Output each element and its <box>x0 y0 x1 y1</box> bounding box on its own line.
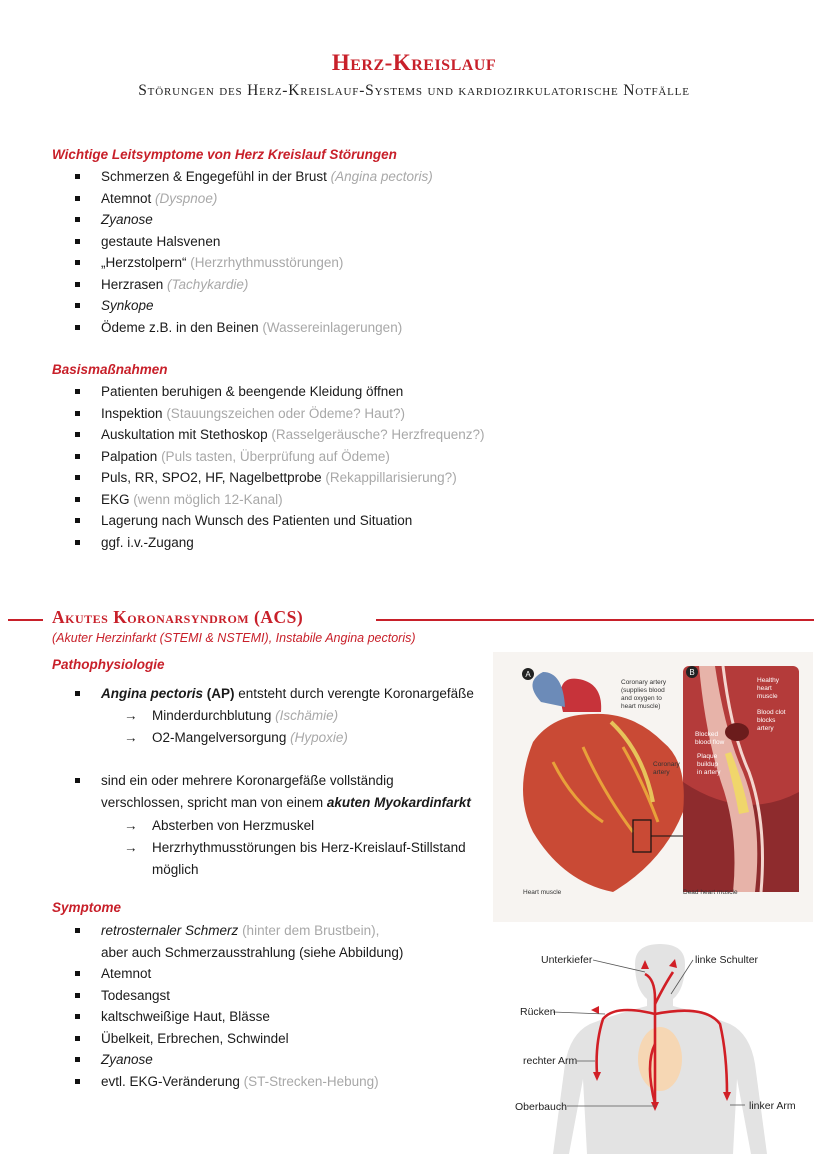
arrow-icon: → <box>124 708 138 723</box>
symptom-item-1: retrosternaler Schmerz (hinter dem Brustbein), aber auch Schmerzausstrahlung (siehe Abbildung) <box>72 920 403 964</box>
svg-text:linker Arm: linker Arm <box>749 1100 796 1112</box>
list-item: Synkope <box>72 295 433 317</box>
list-item: → O2-Mangelversorgung (Hypoxie) <box>124 727 348 749</box>
list-item: „Herzstolpern“ (Herzrhythmusstörungen) <box>72 252 433 274</box>
section-divider-right <box>376 619 814 621</box>
list-item: Ödeme z.B. in den Beinen (Wassereinlagerungen) <box>72 317 433 339</box>
svg-text:linke Schulter: linke Schulter <box>695 954 759 966</box>
list-item: EKG (wenn möglich 12-Kanal) <box>72 489 484 511</box>
pain-radiation-illustration <box>505 944 815 1154</box>
svg-text:Coronary artery (supplies: Coronary artery (supplies blood and oxygen to heart muscle) Coronary artery <box>621 679 680 776</box>
svg-text:Heart muscle: Heart muscle <box>523 889 562 896</box>
list-item: → Minderdurchblutung (Ischämie) <box>124 705 348 727</box>
list-item: Patienten beruhigen & beengende Kleidung öffnen <box>72 381 484 403</box>
symptome-list <box>72 963 379 1092</box>
patho-1-arrow-list <box>124 705 348 749</box>
list-item: evtl. EKG-Veränderung (ST-Strecken-Hebung) <box>72 1071 379 1093</box>
arrow-icon: → <box>124 840 138 855</box>
list-item: Schmerzen & Engegefühl in der Brust (Angina pectoris) <box>72 166 433 188</box>
acs-title: Akutes Koronarsyndrom (ACS) <box>52 607 304 627</box>
list-item: Inspektion (Stauungszeichen oder Ödeme? Haut?) <box>72 403 484 425</box>
list-item: Atemnot <box>72 963 379 985</box>
patho-item-2: sind ein oder mehrere Koronargefäße vollständig verschlossen, spricht man von einem akuten Myokardinfarkt <box>72 770 471 814</box>
svg-text:Rücken: Rücken <box>520 1006 556 1018</box>
patho-item-1: Angina pectoris (AP) entsteht durch verengte Koronargefäße <box>72 683 474 705</box>
patho-2-arrow-list <box>124 815 466 881</box>
svg-text:rechter Arm: rechter Arm <box>523 1055 578 1067</box>
svg-text:Oberbauch: Oberbauch <box>515 1101 567 1113</box>
list-item: Puls, RR, SPO2, HF, Nagelbettprobe (Rekappillarisierung?) <box>72 467 484 489</box>
heart-attack-illustration <box>493 652 813 922</box>
basis-list <box>72 381 484 553</box>
page-subtitle: Störungen des Herz-Kreislauf-Systems und kardiozirkulatorische Notfälle <box>138 82 690 99</box>
svg-text:Healthy heart muscle: Healthy heart muscle Blood clot blocks artery Blocked blood flow Plaque buildup in artery <box>695 677 786 776</box>
list-item: kaltschweißige Haut, Blässe <box>72 1006 379 1028</box>
svg-text:A: A <box>525 670 531 679</box>
leitsymptome-list <box>72 166 433 338</box>
list-item: → Absterben von Herzmuskel <box>124 815 466 837</box>
list-item: Lagerung nach Wunsch des Patienten und Situation <box>72 510 484 532</box>
blood-clot <box>725 723 749 741</box>
list-item: möglich <box>152 862 199 877</box>
list-item: → Herzrhythmusstörungen bis Herz-Kreislauf-Stillstand <box>124 837 466 859</box>
leitsymptome-heading: Wichtige Leitsymptome von Herz Kreislauf Störungen <box>52 147 397 162</box>
arrow-icon: → <box>124 730 138 745</box>
pain-area <box>638 1027 682 1091</box>
list-item: Übelkeit, Erbrechen, Schwindel <box>72 1028 379 1050</box>
svg-text:B: B <box>689 668 695 677</box>
section-divider-left <box>8 619 43 621</box>
list-item: Palpation (Puls tasten, Überprüfung auf Ödeme) <box>72 446 484 468</box>
list-item: ggf. i.v.-Zugang <box>72 532 484 554</box>
acs-subtitle: (Akuter Herzinfarkt (STEMI & NSTEMI), Instabile Angina pectoris) <box>52 631 416 645</box>
arrow-icon: → <box>124 818 138 833</box>
list-item: Zyanose <box>72 209 433 231</box>
list-item: Zyanose <box>72 1049 379 1071</box>
list-item: Herzrasen (Tachykardie) <box>72 274 433 296</box>
symptome-heading: Symptome <box>52 900 122 915</box>
page-title: Herz-Kreislauf <box>331 50 497 75</box>
basis-heading: Basismaßnahmen <box>52 362 168 377</box>
list-item: Todesangst <box>72 985 379 1007</box>
svg-text:Dead heart muscle: Dead heart muscle <box>683 889 738 896</box>
patho-heading: Pathophysiologie <box>52 657 165 672</box>
list-item: Auskultation mit Stethoskop (Rasselgeräusche? Herzfrequenz?) <box>72 424 484 446</box>
svg-text:Unterkiefer: Unterkiefer <box>541 954 593 966</box>
list-item: gestaute Halsvenen <box>72 231 433 253</box>
list-item: Atemnot (Dyspnoe) <box>72 188 433 210</box>
